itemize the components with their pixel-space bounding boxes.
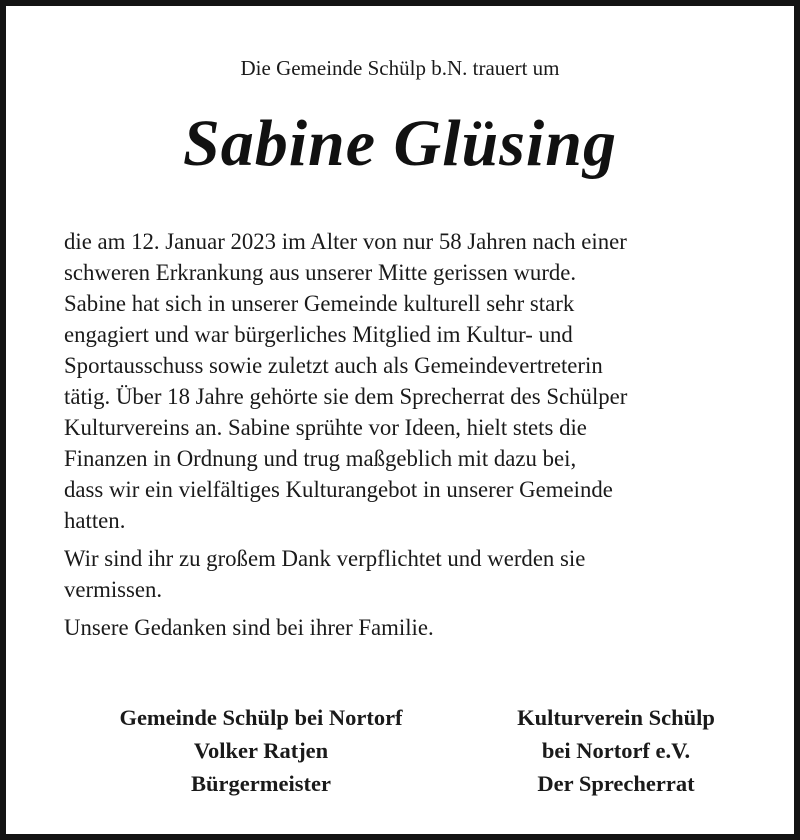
text-line: Sabine hat sich in unserer Gemeinde kulturell sehr stark <box>64 291 575 316</box>
signature-org: Kulturverein Schülp <box>517 705 715 730</box>
signature-org: Gemeinde Schülp bei Nortorf <box>119 705 403 730</box>
paragraph-tribute <box>64 226 742 536</box>
paragraph-thanks <box>64 543 742 605</box>
intro-line: Die Gemeinde Schülp b.N. trauert um <box>240 56 560 80</box>
text-line: dass wir ein vielfältiges Kulturangebot in unserer Gemeinde <box>64 477 613 502</box>
text-line: vermissen. <box>64 577 163 602</box>
obituary-text <box>64 226 742 650</box>
signature-title: Bürgermeister <box>191 771 331 796</box>
deceased-name: Sabine Glüsing <box>183 107 617 180</box>
text-line: hatten. <box>64 508 126 533</box>
paragraph-family <box>64 612 742 643</box>
text-line: Finanzen in Ordnung und trug maßgeblich mit dazu bei, <box>64 446 577 471</box>
text-line: Wir sind ihr zu großem Dank verpflichtet und werden sie <box>64 546 586 571</box>
signature-association <box>446 701 786 800</box>
text-line: die am 12. Januar 2023 im Alter von nur 58 Jahren nach einer <box>64 229 627 254</box>
signature-title: Der Sprecherrat <box>537 771 695 796</box>
signature-person: Volker Ratjen <box>193 738 329 763</box>
signature-org-suffix: bei Nortorf e.V. <box>541 738 691 763</box>
text-line: engagiert und war bürgerliches Mitglied im Kultur- und <box>64 322 573 347</box>
signature-municipality <box>46 701 476 800</box>
text-line: Kulturvereins an. Sabine sprühte vor Ideen, hielt stets die <box>64 415 587 440</box>
text-line: Sportausschuss sowie zuletzt auch als Gemeindevertreterin <box>64 353 603 378</box>
text-line: schweren Erkrankung aus unserer Mitte gerissen wurde. <box>64 260 577 285</box>
text-line: tätig. Über 18 Jahre gehörte sie dem Sprecherrat des Schülper <box>64 384 628 409</box>
text-line: Unsere Gedanken sind bei ihrer Familie. <box>64 615 434 640</box>
